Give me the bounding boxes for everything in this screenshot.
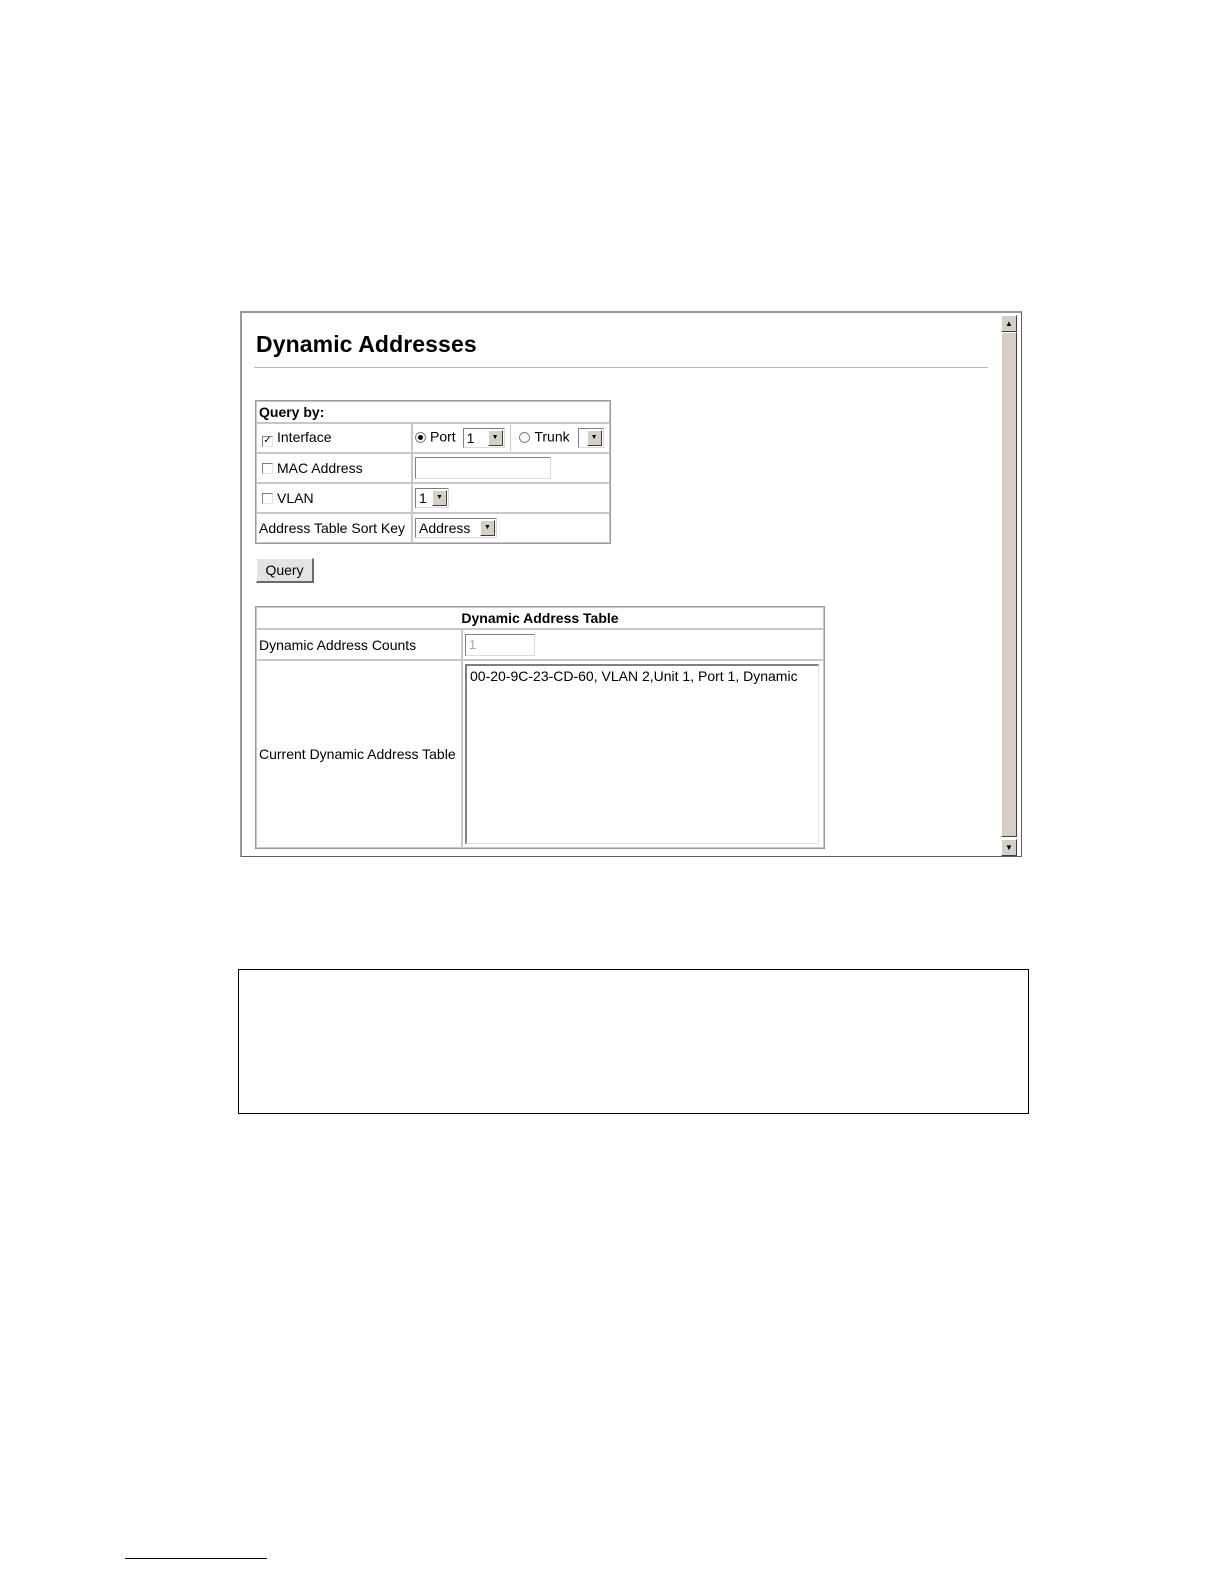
dynamic-address-table [255,606,825,849]
check-icon: ✓ [263,435,272,446]
scroll-up-icon: ▲ [1005,319,1013,328]
chevron-down-icon: ▼ [587,430,602,446]
vlan-checkbox[interactable] [262,493,273,504]
chevron-down-icon: ▼ [488,430,503,446]
list-item[interactable]: 00-20-9C-23-CD-60, VLAN 2,Unit 1, Port 1, Dynamic [470,668,798,684]
mac-address-input-cell [412,453,610,483]
current-dynamic-address-list-cell [462,660,824,848]
vlan-option-cell [256,483,412,513]
port-label: Port [430,428,456,445]
vlan-select[interactable] [415,488,449,508]
sort-key-label: Address Table Sort Key [256,513,412,543]
query-button[interactable]: Query [256,558,314,583]
chevron-down-icon: ▼ [432,490,447,506]
sort-key-select-cell [412,513,610,543]
scroll-up-button[interactable] [1001,315,1017,332]
scroll-down-button[interactable] [1001,839,1017,856]
scroll-thumb[interactable] [1001,332,1017,837]
footnote-divider [125,1558,267,1559]
sort-key-select[interactable] [415,518,497,538]
page-title: Dynamic Addresses [256,331,477,357]
port-radio[interactable] [415,432,426,443]
current-dynamic-address-table-label: Current Dynamic Address Table [256,660,462,848]
interface-label: Interface [277,429,332,445]
mac-address-checkbox[interactable] [262,463,273,474]
query-by-table [255,400,611,544]
dynamic-address-counts-label: Dynamic Address Counts [256,629,462,660]
sort-key-select-value: Address [419,520,471,536]
mac-address-input[interactable] [415,457,551,479]
vlan-select-value: 1 [419,490,427,506]
title-divider [254,367,988,369]
query-by-header: Query by: [256,401,610,423]
dynamic-address-listbox[interactable] [465,664,819,844]
scroll-down-icon: ▼ [1005,843,1013,852]
port-select[interactable] [463,428,505,448]
dynamic-address-counts-field: 1 [465,634,535,656]
dynamic-address-counts-cell [462,629,824,660]
browser-window [240,311,1022,857]
trunk-radio[interactable] [519,432,530,443]
note-box [238,969,1029,1114]
chevron-down-icon: ▼ [480,520,495,536]
trunk-select[interactable] [578,428,604,448]
interface-selector-cell [412,423,610,453]
vlan-select-cell [412,483,610,513]
trunk-label: Trunk [534,428,570,445]
interface-option-cell [256,423,412,453]
mac-address-option-cell [256,453,412,483]
interface-checkbox[interactable] [262,436,273,447]
vertical-scrollbar[interactable] [1001,315,1018,856]
dynamic-address-table-title: Dynamic Address Table [256,607,824,629]
mac-address-label: MAC Address [277,460,363,476]
port-select-value: 1 [466,430,475,446]
vlan-label: VLAN [277,490,314,506]
